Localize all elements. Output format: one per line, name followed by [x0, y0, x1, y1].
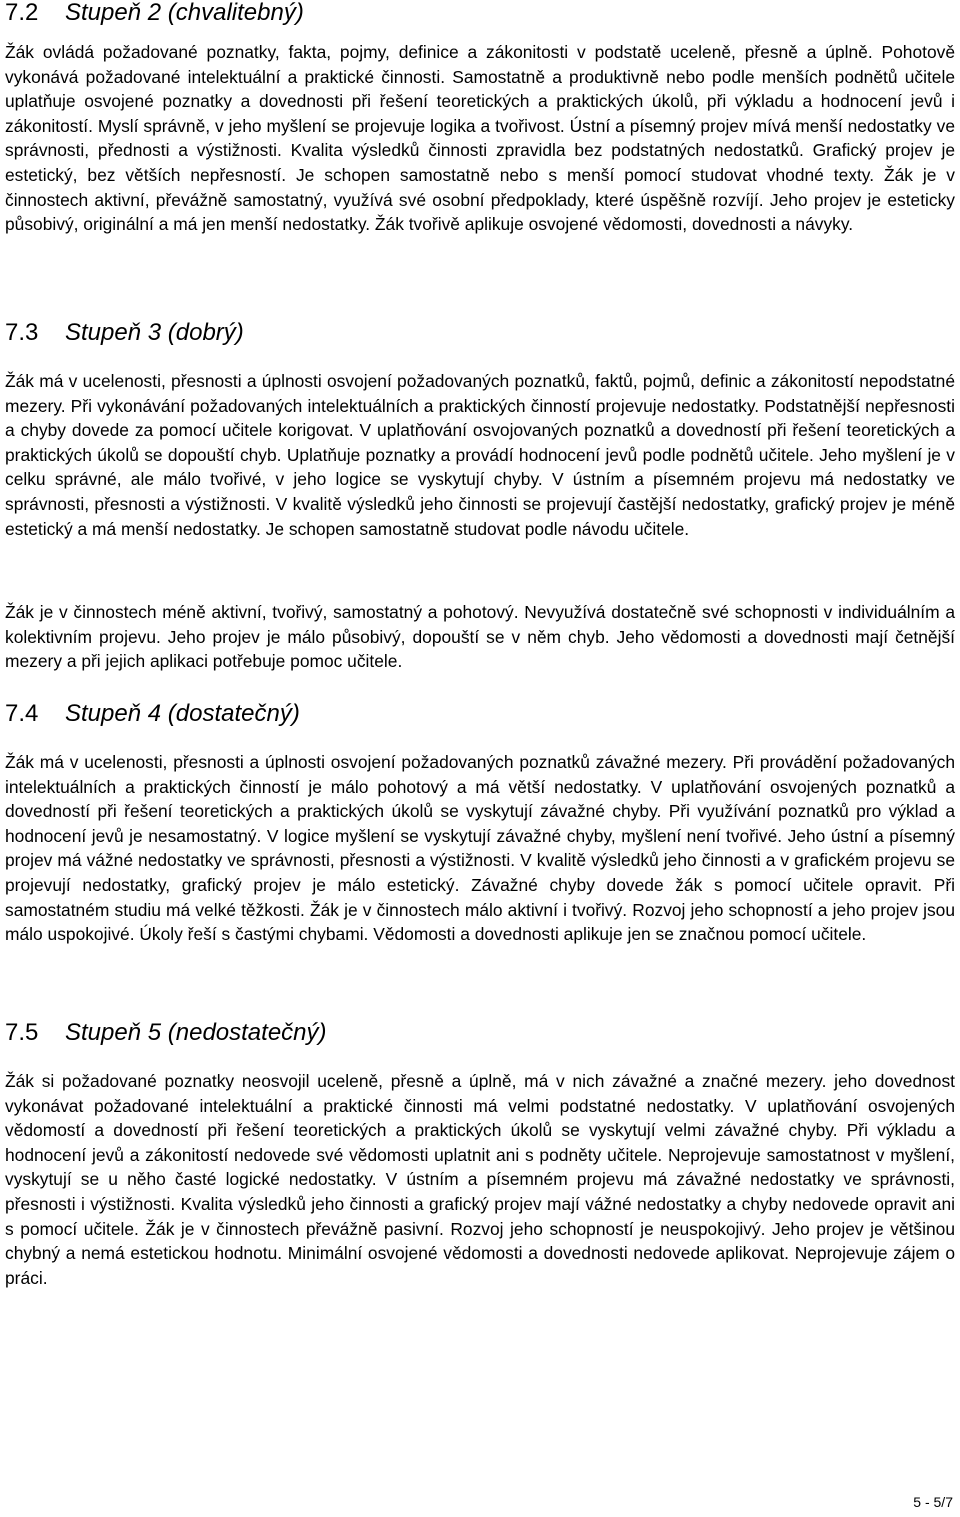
- section-paragraph: Žák ovládá požadované poznatky, fakta, pojmy, definice a zákonitosti v podstatě uceleně, přesně a úplně. Pohotově vykonává požadované intelektuální a praktické činnosti. Samostatně a produktivně nebo podle menších podnětů učitele uplatňuje osvojené poznatky a dovednosti při řešení teoretických a praktických úkolů, při výkladu a hodnocení jevů i zákonitostí. Myslí správně, v jeho myšlení se projevuje logika a tvořivost. Ústní a písemný projev mívá menší nedostatky ve správnosti, přednosti a výstižnosti. Kvalita výsledků činnosti zpravidla bez podstatných nedostatků. Grafický projev je estetický, bez větších nepřesností. Je schopen samostatně nebo s menší pomocí studovat vhodné texty. Žák je v činnostech aktivní, převážně samostatný, využívá své osobní předpoklady, které úspěšně rozvíjí. Jeho projev je esteticky působivý, originální a má jen menší nedostatky. Žák tvořivě aplikuje osvojené vědomosti, dovednosti a návyky.: [5, 42, 955, 235]
- section-number: 7.4: [5, 700, 39, 727]
- section-heading-7-4: [5, 700, 300, 728]
- section-paragraph: Žák má v ucelenosti, přesnosti a úplnosti osvojení požadovaných poznatků závažné mezery. Při provádění požadovaných intelektuálních a praktických činností je málo pohotový a má větší nedostatky. V uplatňování osvojených poznatků a dovedností při řešení teoretických a praktických úkolů se vyskytují závažné chyby. Při využívání poznatků pro výklad a hodnocení jevů je nesamostatný. V logice myšlení se vyskytují závažné chyby, myšlení není tvořivé. Jeho ústní a písemný projev má vážné nedostatky ve správnosti, přesnosti a výstižnosti. V kvalitě výsledků jeho činnosti a v grafickém projevu se projevují nedostatky, grafický projev je málo estetický. Závažné chyby dovede žák s pomocí učitele opravit. Při samostatném studiu má velké těžkosti. Žák je v činnostech málo aktivní i tvořivý. Rozvoj jeho schopností a jeho projev jsou málo uspokojivé. Úkoly řeší s častými chybami. Vědomosti a dovednosti aplikuje jen se značnou pomocí učitele.: [5, 752, 955, 945]
- section-number: 7.3: [5, 319, 39, 346]
- section-title: Stupeň 5 (nedostatečný): [65, 1019, 327, 1046]
- section-title: Stupeň 3 (dobrý): [65, 319, 244, 346]
- section-paragraph: Žák má v ucelenosti, přesnosti a úplnosti osvojení požadovaných poznatků, faktů, pojmů, definic a zákonitostí nepodstatné mezery. Při vykonávání požadovaných intelektuálních a praktických činností projevuje nedostatky. Podstatnější nepřesnosti a chyby dovede za pomocí učitele korigovat. V uplatňování osvojovaných poznatků a dovedností při řešení teoretických a praktických úkolů se dopouští chyb. Uplatňuje poznatky a provádí hodnocení jevů podle podnětů učitele. Jeho myšlení je v celku správné, ale málo tvořivé, v jeho logice se vyskytují chyby. V ústním a písemném projevu má nedostatky ve správnosti, přesnosti a výstižnosti. V kvalitě výsledků jeho činnosti se projevují častější nedostatky, grafický projev je méně estetický a má menší nedostatky. Je schopen samostatně studovat podle návodu učitele.: [5, 371, 955, 539]
- page-number: 5 - 5/7: [913, 1494, 953, 1510]
- section-title: Stupeň 2 (chvalitebný): [65, 0, 304, 26]
- section-heading-7-3: [5, 319, 244, 347]
- section-heading-7-2: [5, 0, 304, 27]
- section-paragraph: Žák je v činnostech méně aktivní, tvořivý, samostatný a pohotový. Nevyužívá dostatečně své schopnosti v individuálním a kolektivním projevu. Jeho projev je málo působivý, dopouští se v něm chyb. Jeho vědomosti a dovednosti mají četnější mezery a při jejich aplikaci potřebuje pomoc učitele.: [5, 602, 955, 672]
- section-number: 7.2: [5, 0, 39, 26]
- section-paragraph: Žák si požadované poznatky neosvojil uceleně, přesně a úplně, má v nich závažné a značné mezery. jeho dovednost vykonávat požadované intelektuální a praktické činnosti má velmi podstatné nedostatky. V uplatňování osvojených vědomostí a dovedností při řešení teoretických a praktických úkolů se vyskytují velmi závažné chyby. Při výkladu a hodnocení jevů a zákonitostí nedovede své vědomosti uplatnit ani s podněty učitele. Neprojevuje samostatnost v myšlení, vyskytují se u něho časté logické nedostatky. V ústním a písemném projevu má závažné nedostatky ve správnosti, přesnosti i výstižnosti. Kvalita výsledků jeho činnosti a grafický projev mají vážné nedostatky a chyby nedovede opravit ani s pomocí učitele. Žák je v činnostech převážně pasivní. Rozvoj jeho schopností je neuspokojivý. Jeho projev je většinou chybný a nemá estetickou hodnotu. Minimální osvojené vědomosti a dovednosti nedovede aplikovat. Neprojevuje zájem o práci.: [5, 1071, 955, 1288]
- section-heading-7-5: [5, 1019, 327, 1047]
- section-number: 7.5: [5, 1019, 39, 1046]
- section-title: Stupeň 4 (dostatečný): [65, 700, 300, 727]
